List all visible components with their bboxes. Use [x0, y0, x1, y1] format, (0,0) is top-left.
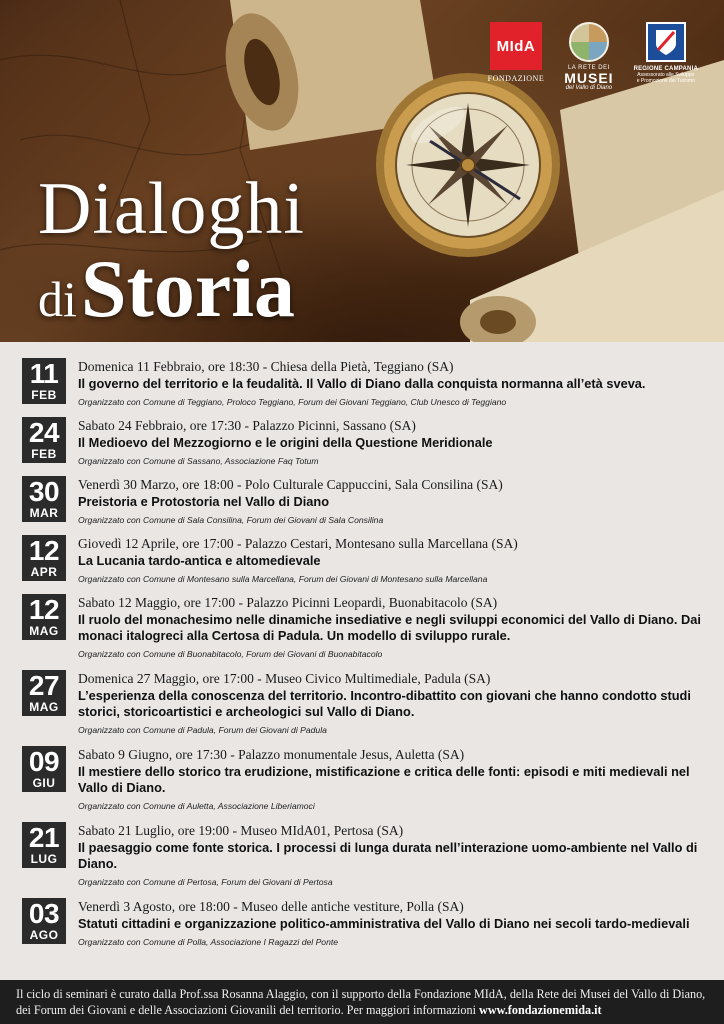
event-organizers: Organizzato con Comune di Sassano, Associazione Faq Totum [78, 456, 319, 466]
date-month: FEB [31, 447, 57, 461]
event-details [78, 822, 708, 888]
title-line-dialoghi: Dialoghi [38, 168, 305, 250]
footer-website-link[interactable]: www.fondazionemida.it [479, 1003, 602, 1017]
event-organizers: Organizzato con Comune di Teggiano, Proloco Teggiano, Forum dei Giovani Teggiano, Club Unesco di Teggiano [78, 397, 507, 407]
hero-image [0, 0, 724, 342]
event-when: Sabato 12 Maggio, ore 17:00 - Palazzo Picinni Leopardi, Buonabitacolo (SA) [78, 595, 498, 610]
event-organizers: Organizzato con Comune di Pertosa, Forum dei Giovani di Pertosa [78, 877, 333, 887]
event-when: Sabato 24 Febbraio, ore 17:30 - Palazzo Picinni, Sassano (SA) [78, 418, 416, 433]
event-organizers: Organizzato con Comune di Sala Consilina, Forum dei Giovani di Sala Consilina [78, 515, 384, 525]
date-badge [22, 746, 66, 792]
event-organizers: Organizzato con Comune di Polla, Associazione I Ragazzi del Ponte [78, 937, 339, 947]
event-details [78, 476, 708, 526]
mida-logo-mark [490, 22, 542, 70]
event-details [78, 746, 708, 812]
event-when: Domenica 11 Febbraio, ore 18:30 - Chiesa della Pietà, Teggiano (SA) [78, 359, 454, 374]
date-month: MAG [29, 700, 59, 714]
event-title: Statuti cittadini e organizzazione politico-amministrativa del Vallo di Diano nei secoli tardo-medievali [78, 916, 690, 931]
date-day: 21 [28, 822, 60, 853]
date-month: AGO [29, 928, 59, 942]
event-details [78, 594, 708, 660]
event-list [0, 342, 724, 980]
date-month: MAR [29, 506, 59, 520]
event-organizers: Organizzato con Comune di Montesano sulla Marcellana, Forum dei Giovani di Montesano sulla Marcellana [78, 574, 488, 584]
date-badge [22, 417, 66, 463]
event-organizers: Organizzato con Comune di Auletta, Associazione Liberiamoci [78, 801, 315, 811]
date-day: 24 [28, 417, 60, 448]
event-when: Venerdì 3 Agosto, ore 18:00 - Museo delle antiche vestiture, Polla (SA) [78, 899, 464, 914]
event-title: Il governo del territorio e la feudalità. Il Vallo di Diano dalla conquista normanna all’età sveva. [78, 376, 646, 391]
date-badge [22, 476, 66, 522]
event-details [78, 670, 708, 736]
event-when: Venerdì 30 Marzo, ore 18:00 - Polo Culturale Cappuccini, Sala Consilina (SA) [78, 477, 503, 492]
date-badge [22, 898, 66, 944]
date-badge [22, 535, 66, 581]
title-di: di [38, 271, 77, 327]
date-badge [22, 670, 66, 716]
footer-info [0, 980, 724, 1024]
event-when: Sabato 9 Giugno, ore 17:30 - Palazzo monumentale Jesus, Auletta (SA) [78, 747, 465, 762]
rete-musei-line2: MUSEI [564, 70, 614, 86]
mida-logo [488, 22, 545, 83]
regione-caption: REGIONE CAMPANIA [633, 66, 698, 72]
event-details [78, 358, 708, 408]
event-organizers: Organizzato con Comune di Padula, Forum dei Giovani di Padula [78, 725, 327, 735]
rete-musei-line1: LA RETE DEI [567, 65, 610, 71]
sponsor-logos [488, 22, 698, 91]
event-title: Il Medioevo del Mezzogiorno e le origini della Questione Meridionale [78, 435, 493, 450]
rete-musei-line3: del Vallo di Diano [565, 85, 613, 91]
date-day: 12 [28, 594, 60, 625]
regione-subtitle: Assessorato alle Sviluppo e Promozione del Turismo [636, 72, 695, 84]
date-day: 12 [28, 535, 60, 566]
date-day: 03 [28, 898, 60, 929]
title-storia: Storia [80, 243, 295, 334]
regione-campania-logo [634, 22, 698, 84]
date-badge [22, 822, 66, 868]
event-when: Sabato 21 Luglio, ore 19:00 - Museo MIdA01, Pertosa (SA) [78, 823, 404, 838]
date-month: GIU [32, 776, 56, 790]
event-when: Domenica 27 Maggio, ore 17:00 - Museo Civico Multimediale, Padula (SA) [78, 671, 491, 686]
title-line-di-storia [38, 242, 305, 336]
event-title: Preistoria e Protostoria nel Vallo di Diano [78, 494, 330, 509]
date-month: FEB [31, 388, 57, 402]
event-when: Giovedì 12 Aprile, ore 17:00 - Palazzo Cestari, Montesano sulla Marcellana (SA) [78, 536, 518, 551]
event-title: Il paesaggio come fonte storica. I processi di lunga durata nell’interazione uomo-ambiente nel Vallo di Diano. [78, 840, 698, 871]
regione-shield-icon [646, 22, 686, 62]
rete-musei-emblem-icon [569, 22, 609, 62]
date-badge [22, 594, 66, 640]
event-details [78, 535, 708, 585]
rete-musei-logo [564, 22, 613, 91]
event-title: Il ruolo del monachesimo nelle dinamiche insediative e negli sviluppi economici del Vallo di Diano. Dai monaci italogreci alla Certosa di Padula. Un modello di sviluppo rurale. [78, 612, 701, 643]
date-day: 09 [28, 746, 60, 777]
date-badge [22, 358, 66, 404]
event-title: Il mestiere dello storico tra erudizione, mistificazione e critica delle fonti: episodi e miti medievali nel Vallo di Diano. [78, 764, 690, 795]
footer-description: Il ciclo di seminari è curato dalla Prof.ssa Rosanna Alaggio, con il supporto della Fondazione MIdA, della Rete dei Musei del Vallo di Diano, dei Forum dei Giovani e delle Associazioni Giovanili del territorio. Per maggiori informazioni [16, 987, 706, 1017]
event-organizers: Organizzato con Comune di Buonabitacolo, Forum dei Giovani di Buonabitacolo [78, 649, 383, 659]
date-month: APR [30, 565, 58, 579]
event-title: La Lucania tardo-antica e altomedievale [78, 553, 321, 568]
date-month: LUG [30, 852, 58, 866]
mida-logo-text: MIdA [496, 37, 536, 55]
date-day: 27 [28, 670, 60, 701]
mida-logo-caption: FONDAZIONE [487, 74, 545, 83]
date-month: MAG [29, 624, 59, 638]
footer-text [16, 986, 706, 1018]
poster-title [38, 170, 305, 336]
event-details [78, 417, 708, 467]
event-details [78, 898, 708, 948]
date-day: 11 [29, 358, 59, 389]
event-title: L’esperienza della conoscenza del territorio. Incontro-dibattito con giovani che hanno condotto studi storici, storicoartistici e archeologici sul Vallo di Diano. [78, 688, 691, 719]
date-day: 30 [28, 476, 60, 507]
compass [376, 73, 560, 257]
